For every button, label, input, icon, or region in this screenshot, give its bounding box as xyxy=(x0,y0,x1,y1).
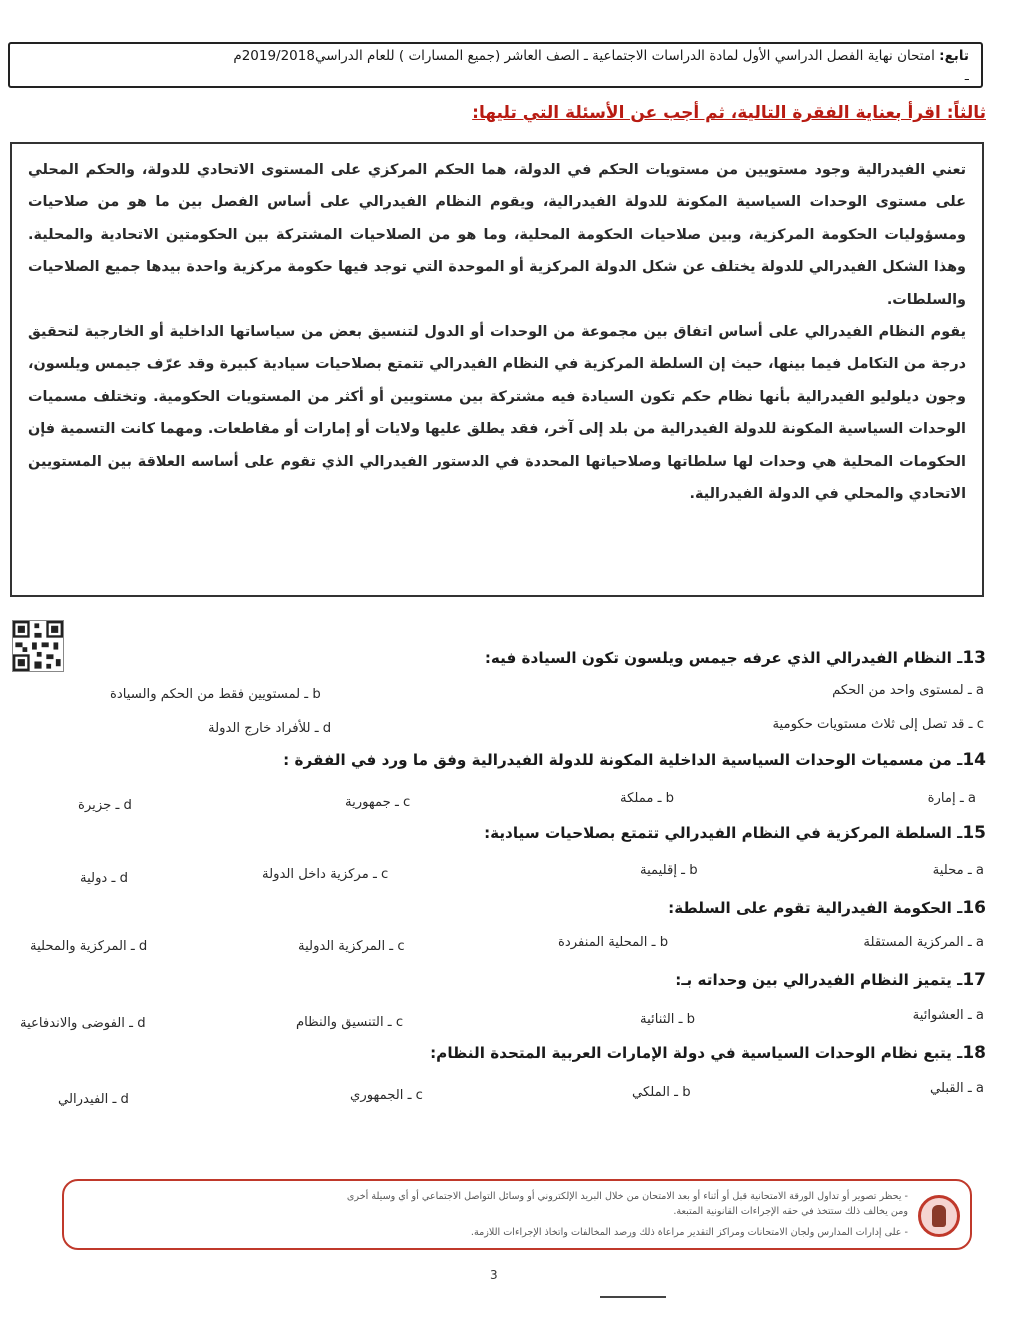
page-number: 3 xyxy=(490,1268,498,1282)
section-title: ثالثاً: اقرأ بعناية الفقرة التالية، ثم أجب عن الأسئلة التي تليها: xyxy=(472,103,986,123)
q13-option-a[interactable]: a ـ لمستوى واحد من الحكم xyxy=(832,683,984,698)
q13-option-c[interactable]: c ـ قد تصل إلى ثلاث مستويات حكومية xyxy=(772,717,984,732)
q17-option-b[interactable]: b ـ الثنائية xyxy=(640,1012,696,1027)
q13-option-d[interactable]: d ـ للأفراد خارج الدولة xyxy=(208,721,332,736)
q16-option-b[interactable]: b ـ المحلية المنفردة xyxy=(558,935,669,950)
question-text: ـ الحكومة الفيدرالية تقوم على السلطة: xyxy=(668,899,963,917)
question-text: ـ يتبع نظام الوحدات السياسية في دولة الإمارات العربية المتحدة النظام: xyxy=(430,1044,963,1062)
q16-option-a[interactable]: a ـ المركزية المستقلة xyxy=(863,935,984,950)
question-number: 18 xyxy=(962,1043,986,1063)
q13-option-b[interactable]: b ـ لمستويين فقط من الحكم والسيادة xyxy=(110,687,321,702)
q14-option-a[interactable]: a ـ إمارة xyxy=(927,791,976,806)
qr-code-icon xyxy=(12,620,64,672)
exam-warning-notice xyxy=(62,1179,972,1250)
q16-option-c[interactable]: c ـ المركزية الدولية xyxy=(298,939,405,954)
question-number: 17 xyxy=(962,970,986,990)
question-15 xyxy=(484,823,986,843)
question-18 xyxy=(430,1043,986,1063)
q16-option-d[interactable]: d ـ المركزية والمحلية xyxy=(30,939,148,954)
question-number: 13 xyxy=(962,648,986,668)
q17-option-a[interactable]: a ـ العشوائية xyxy=(912,1008,984,1023)
question-text: ـ من مسميات الوحدات السياسية الداخلية المكونة للدولة الفيدرالية وفق ما ورد في الفقرة : xyxy=(283,751,963,769)
question-17 xyxy=(675,970,986,990)
q15-option-d[interactable]: d ـ دولية xyxy=(80,871,128,886)
q14-option-c[interactable]: c ـ جمهورية xyxy=(345,795,411,810)
exam-header xyxy=(8,42,983,88)
question-number: 14 xyxy=(962,750,986,770)
header-label: تابع: xyxy=(939,48,969,64)
q14-option-d[interactable]: d ـ جزيرة xyxy=(78,798,132,813)
q14-option-b[interactable]: b ـ مملكة xyxy=(620,791,675,806)
passage-paragraph-2: يقوم النظام الفيدرالي على أساس اتفاق بين مجموعة من الوحدات أو الدول لتنسيق بعض من سياساتها الداخلية أو الخارجية لتحقيق درجة من التكامل فيما بينها، حيث إن السلطة المركزية في النظام الفيدرالي تتمتع بصلاحيات سيادية كبيرة وقد عرّف جيمس ويلسون، وجون ديلوليو الفيدرالية بأنها نظام حكم تكون السيادة فيه مشتركة بين مستويين أو أكثر من المستويات الحكومية. وتختلف مسميات الوحدات السياسية المكونة للدولة الفيدرالية من بلد إلى آخر، فقد يطلق عليها ولايات أو إمارات أو مقاطعات. ومهما كانت التسمية فإن الحكومات المحلية هي وحدات لها سلطاتها وصلاحياتها المحددة في الدستور الفيدرالي الذي تقوم على أساسه العلاقة بين المستويين الاتحادي والمحلي في الدولة الفيدرالية. xyxy=(28,324,966,503)
q17-option-d[interactable]: d ـ الفوضى والاندفاعية xyxy=(20,1016,146,1031)
passage-paragraph-1: تعني الفيدرالية وجود مستويين من مستويات الحكم في الدولة، هما الحكم المركزي على المستوى الاتحادي للدولة، والحكم المحلي على مستوى الوحدات السياسية المكونة للدولة الفيدرالية، ويقوم النظام الفيدرالي على أساس الفصل بين ما هو من صلاحيات ومسؤوليات الحكومة المركزية، وبين صلاحيات الحكومة المحلية، وما هو من الصلاحيات المشتركة بين الحكومتين الاتحادية والمحلية. وهذا الشكل الفيدرالي للدولة يختلف عن شكل الدولة المركزية أو الموحدة التي توجد فيها حكومة مركزية واحدة بيدها جميع الصلاحيات والسلطات. xyxy=(28,162,966,308)
q15-option-b[interactable]: b ـ إقليمية xyxy=(640,863,698,878)
header-title xyxy=(22,48,969,64)
header-underline-rule xyxy=(22,64,969,84)
warning-line-1: - يحظر تصوير أو تداول الورقة الامتحانية قبل أو أثناء أو بعد الامتحان من خلال البريد الإلكتروني أو وسائل التواصل الاجتماعي أو أي وسيلة أخرى xyxy=(346,1191,908,1202)
question-number: 15 xyxy=(962,823,986,843)
q18-option-b[interactable]: b ـ الملكي xyxy=(632,1085,691,1100)
q18-option-c[interactable]: c ـ الجمهوري xyxy=(350,1088,423,1103)
question-13 xyxy=(485,648,986,668)
question-text: ـ السلطة المركزية في النظام الفيدرالي تتمتع بصلاحيات سيادية: xyxy=(484,824,963,842)
header-text: امتحان نهاية الفصل الدراسي الأول لمادة الدراسات الاجتماعية ـ الصف العاشر (جميع المسارات ) للعام الدراسي2019/2018م xyxy=(233,48,935,64)
question-16 xyxy=(668,898,986,918)
question-text: ـ النظام الفيدرالي الذي عرفه جيمس ويلسون تكون السيادة فيه: xyxy=(484,649,963,667)
reading-passage xyxy=(10,142,984,597)
question-14 xyxy=(283,750,986,770)
question-text: ـ يتميز النظام الفيدرالي بين وحداته بـ: xyxy=(675,971,963,989)
q18-option-a[interactable]: a ـ القبلي xyxy=(929,1081,984,1096)
warning-line-3: - على إدارات المدارس ولجان الامتحانات ومراكز التقدير مراعاة ذلك ورصد المخالفات واتخاذ الإجراءات اللازمة. xyxy=(470,1227,908,1238)
q15-option-a[interactable]: a ـ محلية xyxy=(932,863,984,878)
warning-line-2: ومن يخالف ذلك ستتخذ في حقه الإجراءات القانونية المتبعة. xyxy=(673,1206,908,1217)
stop-hand-icon xyxy=(918,1195,960,1237)
q18-option-d[interactable]: d ـ الفيدرالي xyxy=(58,1092,129,1107)
question-number: 16 xyxy=(962,898,986,918)
q17-option-c[interactable]: c ـ التنسيق والنظام xyxy=(296,1015,404,1030)
q15-option-c[interactable]: c ـ مركزية داخل الدولة xyxy=(262,867,389,882)
footer-divider xyxy=(600,1296,666,1298)
